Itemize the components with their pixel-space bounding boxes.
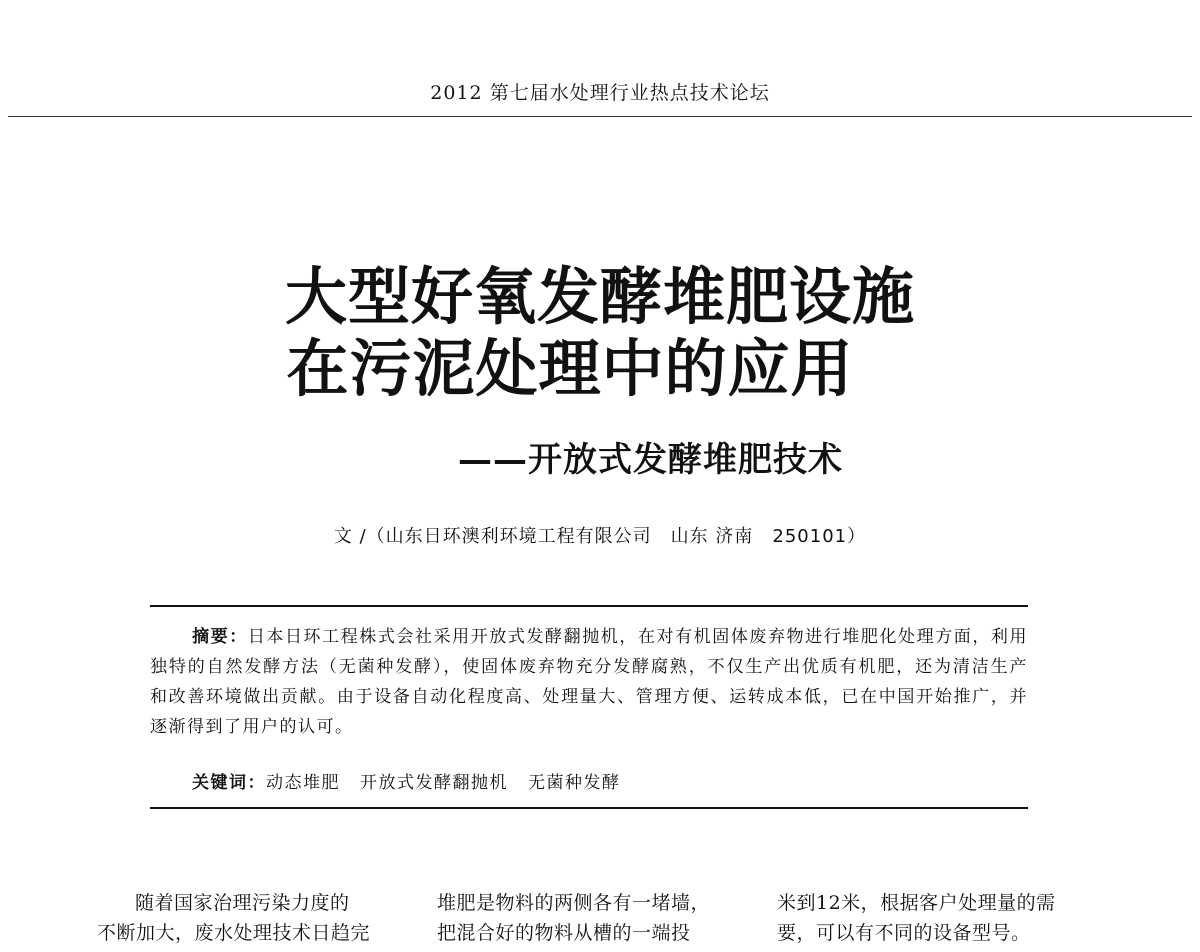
title-line-1: 大型好氧发酵堆肥设施: [284, 260, 915, 333]
abstract-block: [150, 622, 1028, 742]
keyword-item: 无菌种发酵: [528, 773, 621, 793]
body-column-2: [437, 888, 710, 948]
subtitle: ——开放式发酵堆肥技术: [458, 440, 843, 480]
body-line: 不断加大，废水处理技术日趋完: [97, 922, 371, 944]
keywords-line: [192, 768, 641, 793]
abstract-text: 日本日环工程株式会社采用开放式发酵翻抛机，在对有机固体废弃物进行堆肥化处理方面，利用独特的自然发酵方法（无菌种发酵），使固体废弃物充分发酵腐熟，不仅生产出优质有机肥，还为清洁生产和改善环境做出贡献。由于设备自动化程度高、处理量大、管理方便、运转成本低，已在中国开始推广，并逐渐得到了用户的认可。: [150, 627, 1028, 737]
keywords-label: 关键词：: [192, 773, 266, 793]
body-column-3: [777, 888, 1056, 948]
body-line: 把混合好的物料从槽的一端投: [437, 922, 691, 944]
body-line: 要，可以有不同的设备型号。: [777, 922, 1031, 944]
body-line: 米到12米，根据客户处理量的需: [777, 892, 1056, 914]
keyword-item: 开放式发酵翻抛机: [360, 773, 508, 793]
abstract-label: 摘要：: [192, 627, 248, 647]
author-affiliation: 文 /（山东日环澳利环境工程有限公司 山东 济南 250101）: [333, 526, 867, 547]
abstract-top-rule: [150, 605, 1028, 607]
body-column-1: [97, 888, 370, 948]
running-header: 2012 第七届水处理行业热点技术论坛: [430, 82, 770, 104]
keyword-item: 动态堆肥: [266, 773, 340, 793]
abstract-bottom-rule: [150, 807, 1028, 809]
header-rule: [8, 116, 1192, 117]
title-line-2: 在污泥处理中的应用: [286, 332, 854, 405]
body-line: 随着国家治理污染力度的: [135, 892, 350, 914]
body-line: 堆肥是物料的两侧各有一堵墙，: [437, 892, 711, 914]
